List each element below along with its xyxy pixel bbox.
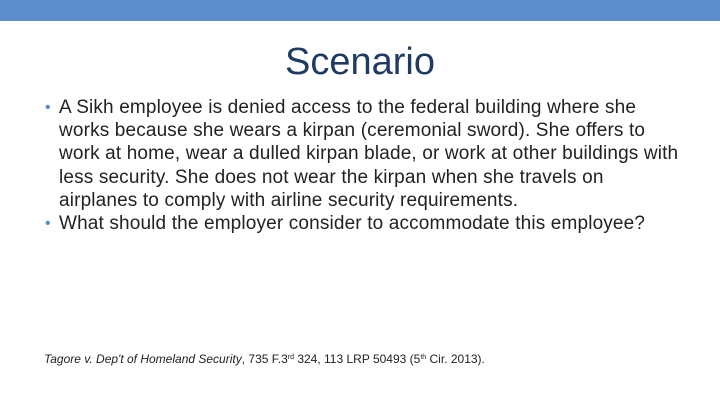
bullet-list — [45, 96, 685, 235]
citation-reporter-superscript: rd — [287, 354, 294, 361]
bullet-item — [45, 212, 685, 235]
slide-title: Scenario — [285, 41, 435, 83]
bullet-icon: • — [45, 99, 51, 116]
citation-reporter-middle: 324, 113 LRP 50493 (5 — [294, 352, 421, 366]
citation-reporter-start: , 735 F.3 — [241, 352, 288, 366]
case-citation — [44, 351, 485, 367]
bullet-text-scenario: A Sikh employee is denied access to the federal building where she works because she wears a kirpan (ceremonial sword). She offers to work at home, wear a dulled kirpan blade, or work at other buildings with less security. She does not wear the kirpan when she travels on airplanes to comply with airline security requirements. — [59, 97, 679, 211]
citation-circuit-superscript: th — [420, 354, 427, 361]
bullet-item — [45, 96, 685, 212]
bullet-icon: • — [45, 215, 51, 233]
top-accent-bar — [0, 0, 720, 21]
citation-reporter-end: Cir. 2013). — [426, 352, 485, 366]
citation-case-name: Tagore v. Dep't of Homeland Security — [44, 352, 242, 366]
bullet-text-question: What should the employer consider to accommodate this employee? — [59, 213, 646, 235]
